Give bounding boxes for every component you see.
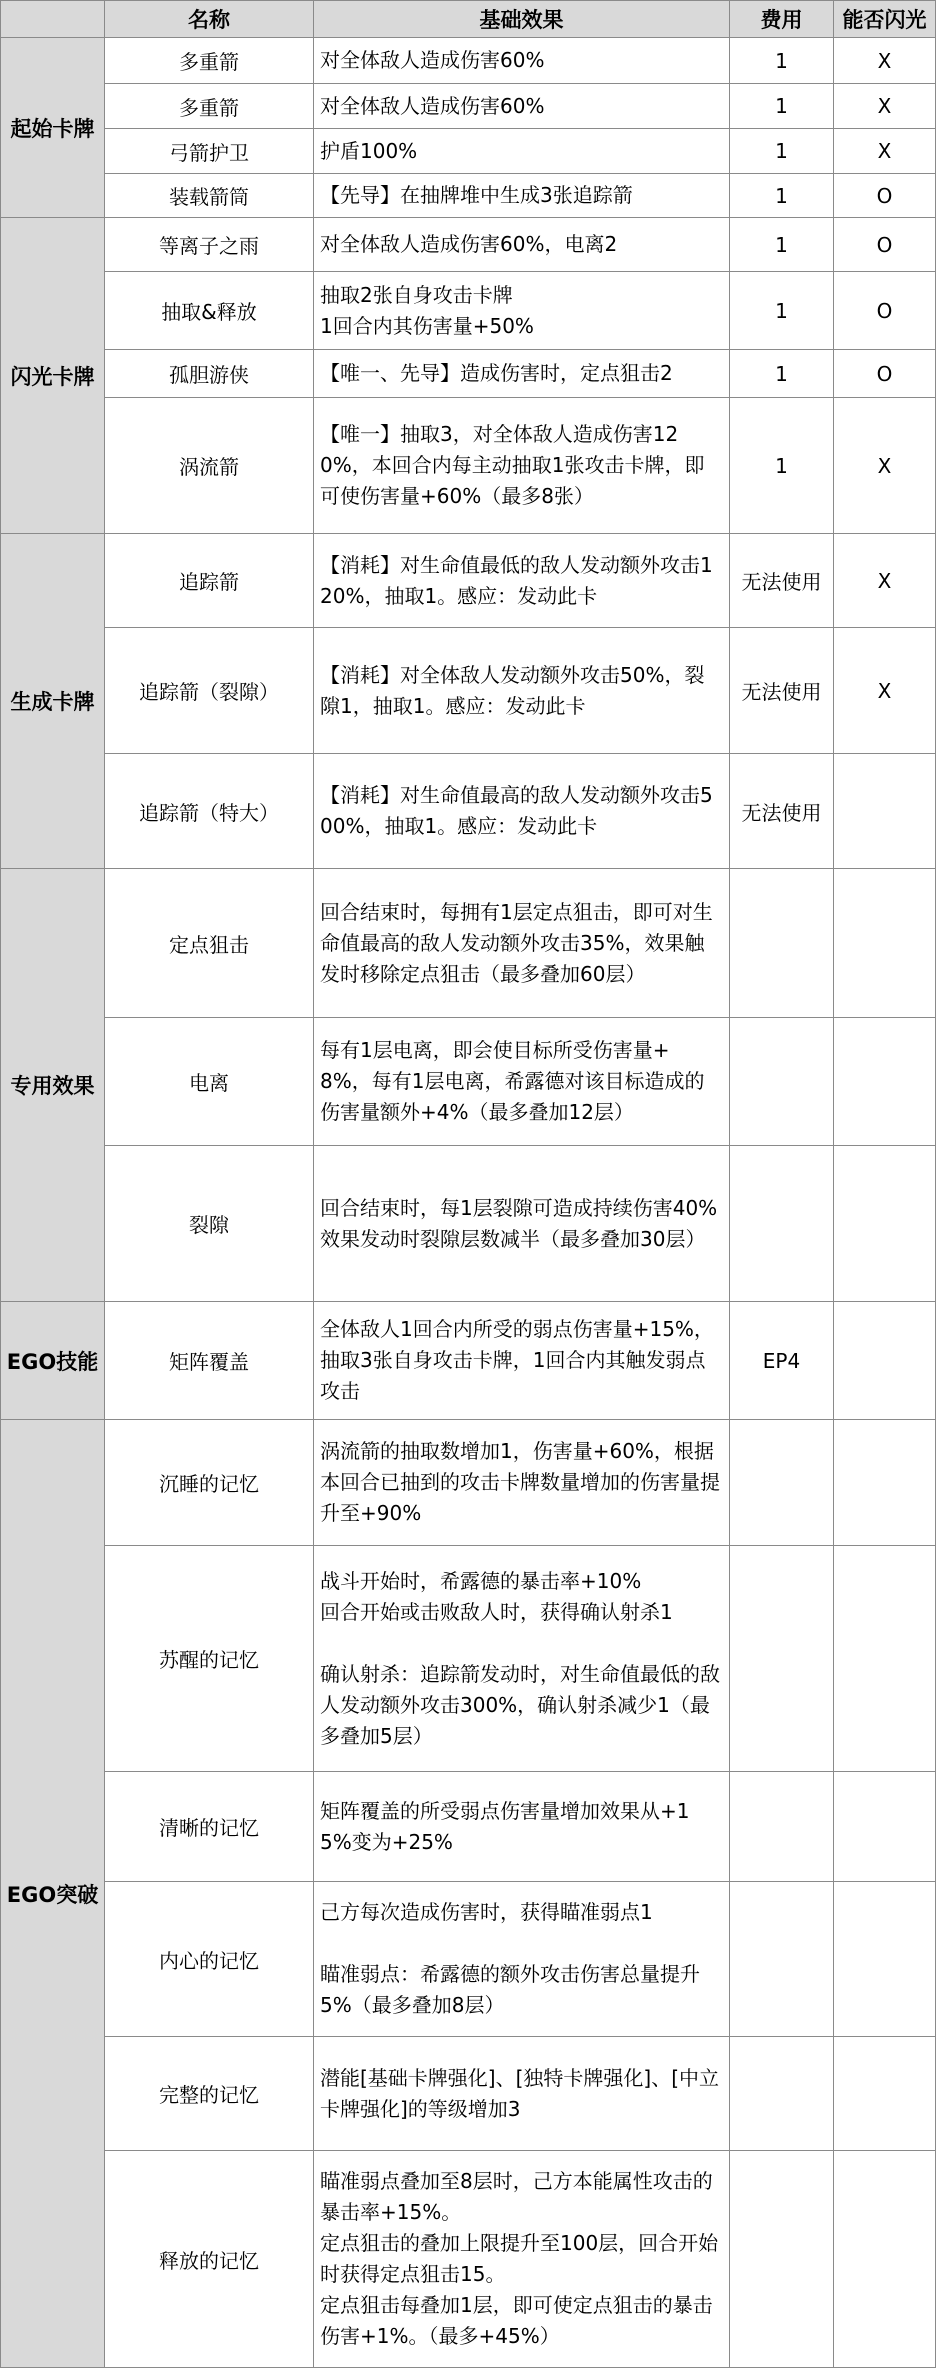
row-effect: 【唯一】抽取3，对全体敌人造成伤害120%，本回合内每主动抽取1张攻击卡牌，即可使伤害量+60%（最多8张） (314, 398, 730, 534)
table-row (1, 350, 936, 398)
row-effect: 潜能[基础卡牌强化]、[独特卡牌强化]、[中立卡牌强化]的等级增加3 (314, 2037, 730, 2151)
row-cost: 1 (730, 129, 834, 174)
row-name: 清晰的记忆 (105, 1772, 314, 1882)
row-flash: X (834, 84, 936, 129)
table-row (1, 1772, 936, 1882)
row-name: 完整的记忆 (105, 2037, 314, 2151)
row-cost: EP4 (730, 1302, 834, 1420)
row-cost: 1 (730, 84, 834, 129)
row-flash (834, 1546, 936, 1772)
row-effect: 对全体敌人造成伤害60%，电离2 (314, 218, 730, 272)
row-effect: 对全体敌人造成伤害60% (314, 84, 730, 129)
row-flash (834, 2037, 936, 2151)
row-name: 多重箭 (105, 38, 314, 84)
header-name: 名称 (105, 1, 314, 38)
row-effect: 【消耗】对生命值最高的敌人发动额外攻击500%，抽取1。感应：发动此卡 (314, 754, 730, 869)
row-name: 涡流箭 (105, 398, 314, 534)
row-flash: O (834, 218, 936, 272)
row-flash: O (834, 174, 936, 218)
row-name: 沉睡的记忆 (105, 1420, 314, 1546)
table-row (1, 534, 936, 628)
row-cost (730, 1146, 834, 1302)
row-name: 追踪箭 (105, 534, 314, 628)
group-label: EGO突破 (1, 1420, 105, 2368)
table-row (1, 1146, 936, 1302)
row-flash: X (834, 38, 936, 84)
row-flash: O (834, 350, 936, 398)
row-name: 孤胆游侠 (105, 350, 314, 398)
row-effect: 对全体敌人造成伤害60% (314, 38, 730, 84)
table-row (1, 398, 936, 534)
row-flash (834, 1018, 936, 1146)
row-cost (730, 1420, 834, 1546)
table-row (1, 1546, 936, 1772)
row-name: 电离 (105, 1018, 314, 1146)
row-cost: 1 (730, 272, 834, 350)
row-cost (730, 1018, 834, 1146)
header-effect: 基础效果 (314, 1, 730, 38)
row-name: 矩阵覆盖 (105, 1302, 314, 1420)
row-name: 装载箭筒 (105, 174, 314, 218)
group-label: 闪光卡牌 (1, 218, 105, 534)
row-flash: X (834, 534, 936, 628)
row-effect: 每有1层电离，即会使目标所受伤害量+8%，每有1层电离，希露德对该目标造成的伤害量额外+4%（最多叠加12层） (314, 1018, 730, 1146)
row-name: 定点狙击 (105, 869, 314, 1018)
table-row (1, 272, 936, 350)
row-name: 追踪箭（特大） (105, 754, 314, 869)
row-cost: 1 (730, 174, 834, 218)
row-flash (834, 754, 936, 869)
row-flash: O (834, 272, 936, 350)
row-effect: 【先导】在抽牌堆中生成3张追踪箭 (314, 174, 730, 218)
row-cost: 1 (730, 38, 834, 84)
row-effect: 全体敌人1回合内所受的弱点伤害量+15%，抽取3张自身攻击卡牌，1回合内其触发弱点攻击 (314, 1302, 730, 1420)
table-row (1, 84, 936, 129)
table-row (1, 129, 936, 174)
row-effect: 【唯一、先导】造成伤害时，定点狙击2 (314, 350, 730, 398)
row-cost (730, 1772, 834, 1882)
row-cost (730, 1882, 834, 2037)
row-cost: 1 (730, 398, 834, 534)
row-flash (834, 2151, 936, 2368)
row-flash (834, 1146, 936, 1302)
row-name: 内心的记忆 (105, 1882, 314, 2037)
row-flash (834, 1302, 936, 1420)
row-name: 抽取&释放 (105, 272, 314, 350)
group-label: EGO技能 (1, 1302, 105, 1420)
row-effect: 己方每次造成伤害时，获得瞄准弱点1 瞄准弱点：希露德的额外攻击伤害总量提升5%（最多叠加8层） (314, 1882, 730, 2037)
row-effect: 回合结束时，每1层裂隙可造成持续伤害40% 效果发动时裂隙层数减半（最多叠加30层） (314, 1146, 730, 1302)
row-cost (730, 869, 834, 1018)
row-effect: 涡流箭的抽取数增加1，伤害量+60%，根据本回合已抽到的攻击卡牌数量增加的伤害量提升至+90% (314, 1420, 730, 1546)
table-row (1, 2151, 936, 2368)
row-name: 裂隙 (105, 1146, 314, 1302)
table-row (1, 218, 936, 272)
row-cost (730, 1546, 834, 1772)
row-effect: 矩阵覆盖的所受弱点伤害量增加效果从+15%变为+25% (314, 1772, 730, 1882)
table-row (1, 1302, 936, 1420)
row-cost: 1 (730, 350, 834, 398)
row-flash: X (834, 398, 936, 534)
row-cost: 1 (730, 218, 834, 272)
table-row (1, 1882, 936, 2037)
row-effect: 【消耗】对生命值最低的敌人发动额外攻击120%，抽取1。感应：发动此卡 (314, 534, 730, 628)
row-flash: X (834, 628, 936, 754)
group-label: 生成卡牌 (1, 534, 105, 869)
table-row (1, 869, 936, 1018)
row-flash (834, 1420, 936, 1546)
header-blank (1, 1, 105, 38)
row-effect: 瞄准弱点叠加至8层时，己方本能属性攻击的暴击率+15%。 定点狙击的叠加上限提升至100层，回合开始时获得定点狙击15。 定点狙击每叠加1层，即可使定点狙击的暴击伤害+1%。（最多+45%） (314, 2151, 730, 2368)
row-effect: 抽取2张自身攻击卡牌 1回合内其伤害量+50% (314, 272, 730, 350)
header-cost: 费用 (730, 1, 834, 38)
row-effect: 【消耗】对全体敌人发动额外攻击50%，裂隙1，抽取1。感应：发动此卡 (314, 628, 730, 754)
row-name: 多重箭 (105, 84, 314, 129)
row-name: 等离子之雨 (105, 218, 314, 272)
group-label: 起始卡牌 (1, 38, 105, 218)
row-flash (834, 1772, 936, 1882)
table-row (1, 628, 936, 754)
table-row (1, 754, 936, 869)
row-name: 追踪箭（裂隙） (105, 628, 314, 754)
table-row (1, 1018, 936, 1146)
row-name: 苏醒的记忆 (105, 1546, 314, 1772)
group-label: 专用效果 (1, 869, 105, 1302)
header-flash: 能否闪光 (834, 1, 936, 38)
row-effect: 护盾100% (314, 129, 730, 174)
table-row (1, 174, 936, 218)
row-flash (834, 869, 936, 1018)
row-effect: 战斗开始时，希露德的暴击率+10% 回合开始或击败敌人时，获得确认射杀1 确认射杀：追踪箭发动时，对生命值最低的敌人发动额外攻击300%，确认射杀减少1（最多叠加5层） (314, 1546, 730, 1772)
row-flash: X (834, 129, 936, 174)
row-effect: 回合结束时，每拥有1层定点狙击，即可对生命值最高的敌人发动额外攻击35%，效果触发时移除定点狙击（最多叠加60层） (314, 869, 730, 1018)
row-cost: 无法使用 (730, 754, 834, 869)
row-cost: 无法使用 (730, 628, 834, 754)
table-row (1, 38, 936, 84)
row-cost: 无法使用 (730, 534, 834, 628)
row-name: 弓箭护卫 (105, 129, 314, 174)
row-name: 释放的记忆 (105, 2151, 314, 2368)
header-row (1, 1, 936, 38)
table-row (1, 1420, 936, 1546)
row-cost (730, 2037, 834, 2151)
row-cost (730, 2151, 834, 2368)
row-flash (834, 1882, 936, 2037)
table-row (1, 2037, 936, 2151)
